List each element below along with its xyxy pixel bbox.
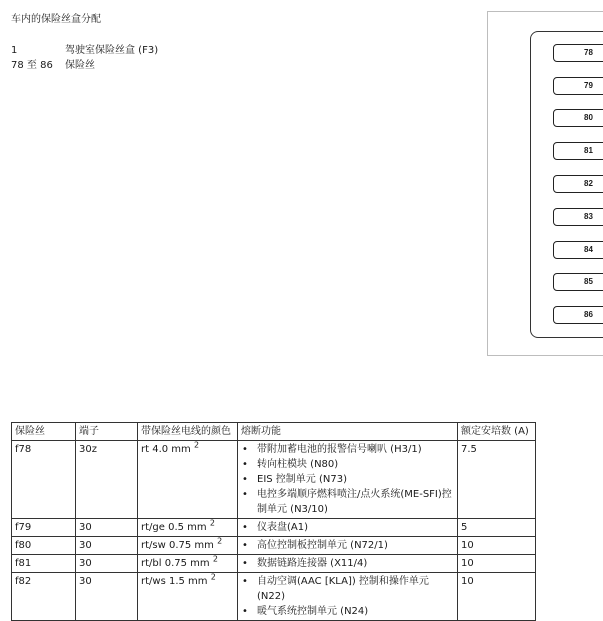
fuse-83: 83 xyxy=(553,208,603,226)
table-header-row xyxy=(12,423,536,441)
cell-terminal: 30 xyxy=(76,573,138,621)
wire-text: rt/bl 0.75 mm xyxy=(141,558,210,569)
header-fuse: 保险丝 xyxy=(12,423,76,441)
legend-item xyxy=(11,58,158,73)
legend xyxy=(11,43,158,73)
function-item: • 暖气系统控制单元 (N24) xyxy=(241,604,454,619)
cell-rating: 7.5 xyxy=(458,441,536,519)
cell-function xyxy=(238,573,458,621)
fuse-86: 86 xyxy=(553,306,603,324)
cell-rating: 10 xyxy=(458,573,536,621)
fuse-81: 81 xyxy=(553,142,603,160)
page-title: 车内的保险丝盒分配 xyxy=(11,14,101,25)
wire-superscript: 2 xyxy=(217,536,223,546)
function-list xyxy=(241,538,454,553)
header-terminal: 端子 xyxy=(76,423,138,441)
legend-item xyxy=(11,43,158,58)
fuse-84: 84 xyxy=(553,241,603,259)
legend-number: 1 xyxy=(11,45,18,56)
function-item: • 转向柱模块 (N80) xyxy=(241,457,454,472)
fuse-78: 78 xyxy=(553,44,603,62)
cell-wire-color xyxy=(138,441,238,519)
cell-wire-color xyxy=(138,573,238,621)
wire-text: rt/ge 0.5 mm xyxy=(141,522,207,533)
wire-superscript: 2 xyxy=(193,440,200,450)
cell-fuse: f80 xyxy=(12,537,76,555)
cell-fuse: f79 xyxy=(12,519,76,537)
header-rating: 额定安培数 (A) xyxy=(458,423,536,441)
cell-rating: 10 xyxy=(458,555,536,573)
fuse-85: 85 xyxy=(553,273,603,291)
cell-function xyxy=(238,537,458,555)
function-item: • EIS 控制单元 (N73) xyxy=(241,472,454,487)
cell-terminal: 30 xyxy=(76,555,138,573)
function-list xyxy=(241,556,454,571)
header-function: 熔断功能 xyxy=(238,423,458,441)
cell-fuse: f82 xyxy=(12,573,76,621)
wire-superscript: 2 xyxy=(209,518,215,528)
table-row xyxy=(12,441,536,519)
function-item: • 数据链路连接器 (X11/4) xyxy=(241,556,454,571)
cell-rating: 5 xyxy=(458,519,536,537)
cell-fuse: f78 xyxy=(12,441,76,519)
function-list xyxy=(241,574,454,619)
table-row xyxy=(12,519,536,537)
fuse-82: 82 xyxy=(553,175,603,193)
cell-terminal: 30 xyxy=(76,519,138,537)
header-wire-color: 带保险丝电线的颜色 xyxy=(138,423,238,441)
legend-number: 78 至 86 xyxy=(11,60,53,71)
legend-text: 保险丝 xyxy=(65,60,95,71)
cell-wire-color xyxy=(138,519,238,537)
function-item: • 带附加蓄电池的报警信号喇叭 (H3/1) xyxy=(241,442,454,457)
fuse-79: 79 xyxy=(553,77,603,95)
cell-wire-color xyxy=(138,555,238,573)
function-item: • 自动空调(AAC [KLA]) 控制和操作单元 (N22) xyxy=(241,574,454,604)
cell-function xyxy=(238,555,458,573)
table-row xyxy=(12,573,536,621)
legend-text: 驾驶室保险丝盒 (F3) xyxy=(65,45,159,56)
function-list xyxy=(241,520,454,535)
function-item: • 电控多端顺序燃料喷注/点火系统(ME-SFI)控制单元 (N3/10) xyxy=(241,487,454,517)
wire-text: rt/ws 1.5 mm xyxy=(141,576,208,587)
fuse-80: 80 xyxy=(553,109,603,127)
cell-terminal: 30 xyxy=(76,537,138,555)
wire-superscript: 2 xyxy=(210,572,216,582)
function-list xyxy=(241,442,454,517)
cell-rating: 10 xyxy=(458,537,536,555)
table-row xyxy=(12,555,536,573)
wire-superscript: 2 xyxy=(212,554,218,564)
cell-terminal: 30z xyxy=(76,441,138,519)
table-row xyxy=(12,537,536,555)
cell-function xyxy=(238,441,458,519)
cell-fuse: f81 xyxy=(12,555,76,573)
wire-text: rt 4.0 mm xyxy=(141,444,191,455)
cell-function xyxy=(238,519,458,537)
wire-text: rt/sw 0.75 mm xyxy=(141,540,214,551)
function-item: • 高位控制板控制单元 (N72/1) xyxy=(241,538,454,553)
fuse-assignment-table xyxy=(11,422,536,621)
function-item: • 仪表盘(A1) xyxy=(241,520,454,535)
cell-wire-color xyxy=(138,537,238,555)
